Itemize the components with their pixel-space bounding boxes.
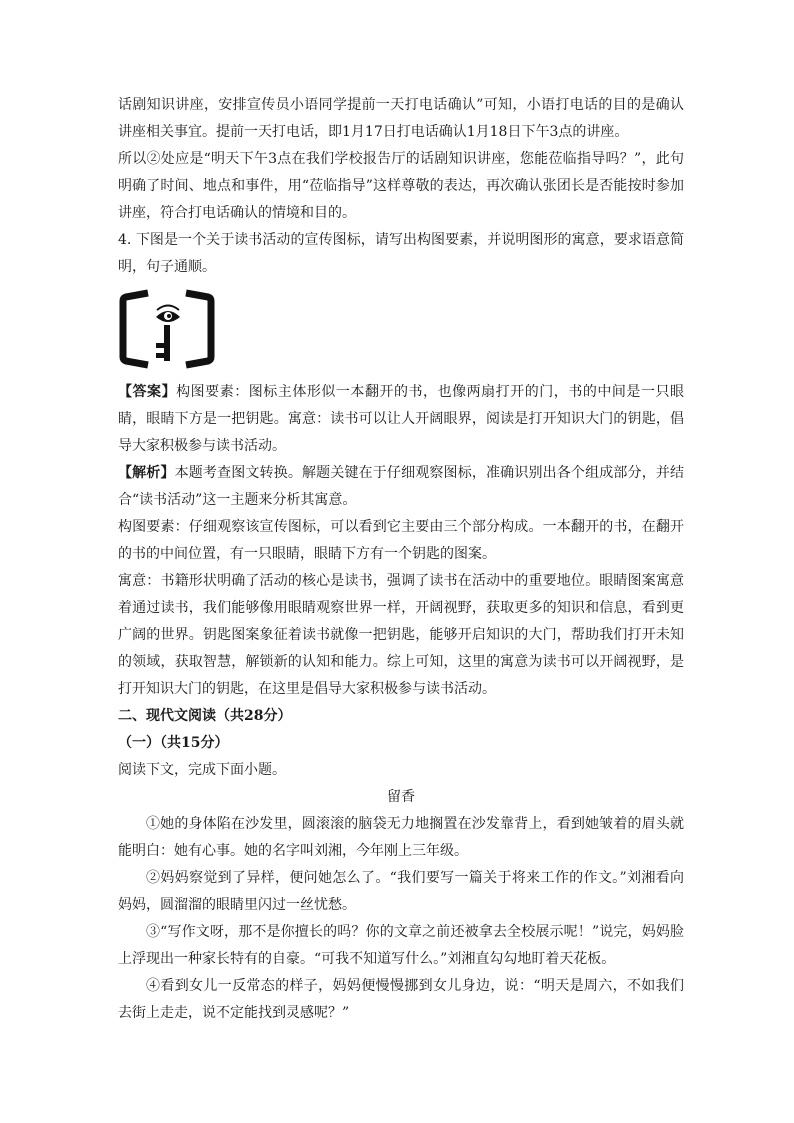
meaning-analysis: 寓意：书籍形状明确了活动的核心是读书，强调了读书在活动中的重要地位。眼睛图案寓意着通过读书，我们能够像用眼睛观察世界一样，开阔视野，获取更多的知识和信息，看到更广阔的世界。钥匙图案象征着读书就像一把钥匙，能够开启知识的大门，帮助我们打开未知的领域，获取智慧，解锁新的认知和能力。综上可知，这里的寓意为读书可以开阔视野，是打开知识大门的钥匙，在这里是倡导大家积极参与读书活动。 <box>118 573 684 697</box>
story-paragraph: ①她的身体陷在沙发里，圆滚滚的脑袋无力地搁置在沙发靠背上，看到她皱着的眉头就能明白：她有心事。她的名字叫刘湘，今年刚上三年级。 <box>118 816 684 859</box>
q3-answer-conclusion: 所以②处应是“明天下午3点在我们学校报告厅的话剧知识讲座，您能莅临指导吗？”，此句明确了时间、地点和事件，用“莅临指导”这样尊敬的表达，再次确认张团长是否能按时参加讲座，符合打电话确认的情境和目的。 <box>118 151 684 221</box>
analysis-text: 本题考查图文转换。解题关键在于仔细观察图标，准确识别出各个组成部分，并结合“读书活动”这一主题来分析其寓意。 <box>118 465 685 508</box>
question-4: 4. 下图是一个关于读书活动的宣传图标，请写出构图要素，并说明图形的寓意，要求语意简明，句子通顺。 <box>118 232 684 275</box>
story-paragraph: ④看到女儿一反常态的样子，妈妈便慢慢挪到女儿身边，说：“明天是周六，不如我们去街上走走，说不定能找到灵感呢？” <box>118 978 684 1021</box>
answer-label: 【答案】 <box>118 384 177 400</box>
story-title: 留香 <box>387 789 415 805</box>
reading-campaign-logo <box>118 287 218 371</box>
q3-answer-continuation: 话剧知识讲座，安排宣传员小语同学提前一天打电话确认”可知，小语打电话的目的是确认讲座相关事宜。提前一天打电话，即1月17日打电话确认1月18日下午3点的讲座。 <box>118 97 684 140</box>
answer-text: 构图要素：图标主体形似一本翻开的书，也像两扇打开的门，书的中间是一只眼睛，眼睛下方是一把钥匙。寓意：读书可以让人开阔眼界，阅读是打开知识大门的钥匙，倡导大家积极参与读书活动。 <box>118 384 685 454</box>
answer-block <box>118 379 684 460</box>
section-heading: 二、现代文阅读（共28分） <box>118 708 292 724</box>
story-paragraph: ②妈妈察觉到了异样，便问她怎么了。“我们要写一篇关于将来工作的作文。”刘湘看向妈妈，圆溜溜的眼睛里闪过一丝忧愁。 <box>118 870 684 913</box>
book-eye-key-icon <box>118 287 684 375</box>
sub-section-heading: （一）（共15分） <box>118 735 229 751</box>
composition-analysis: 构图要素：仔细观察该宣传图标，可以看到它主要由三个部分构成。一本翻开的书，在翻开的书的中间位置，有一只眼睛，眼睛下方有一个钥匙的图案。 <box>118 519 684 562</box>
analysis-block <box>118 460 684 514</box>
reading-instruction: 阅读下文，完成下面小题。 <box>118 762 286 778</box>
document-body <box>118 92 684 1027</box>
analysis-label: 【解析】 <box>118 465 175 481</box>
story-paragraph: ③“写作文呀，那不是你擅长的吗？你的文章之前还被拿去全校展示呢！”说完，妈妈脸上浮现出一种家长特有的自豪。“可我不知道写什么。”刘湘直勾勾地盯着天花板。 <box>118 924 684 967</box>
